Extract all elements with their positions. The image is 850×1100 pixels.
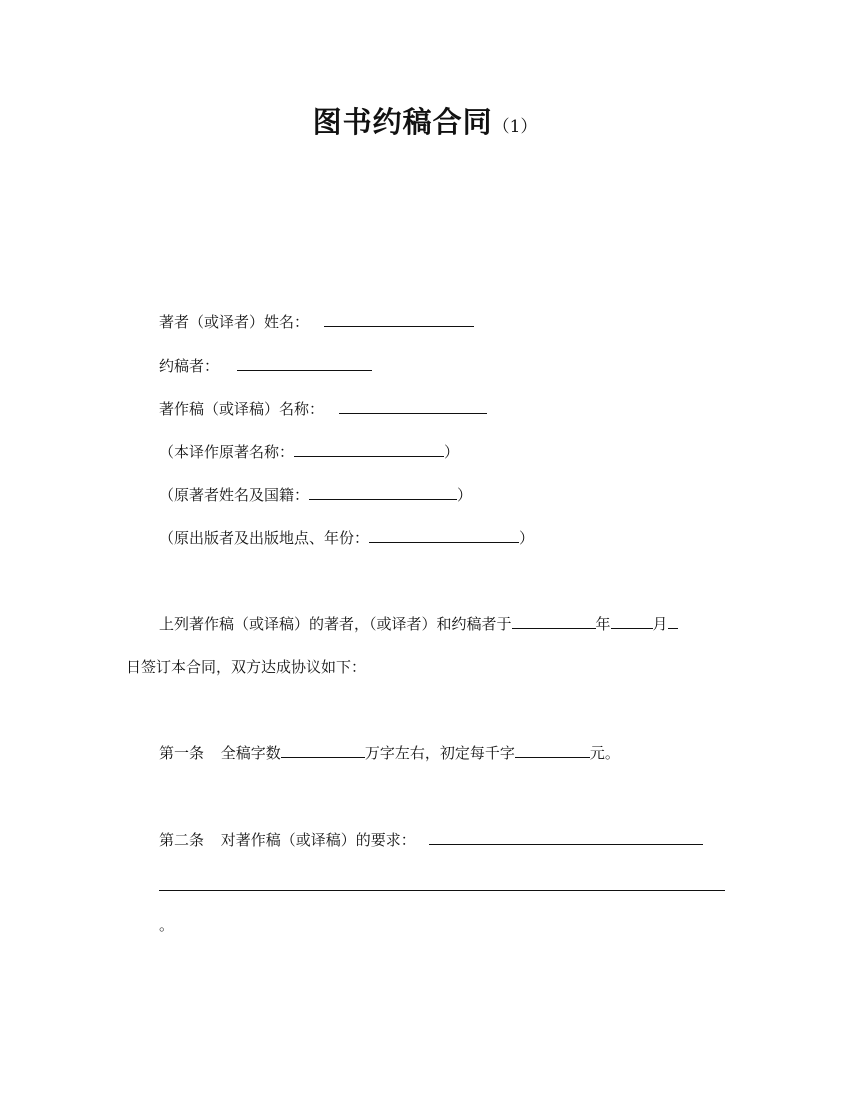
original-publisher-label: （原出版者及出版地点、年份：	[159, 529, 370, 547]
article-1-text-b: 万字左右，初定每千字	[364, 744, 515, 762]
original-author-line	[159, 484, 472, 505]
original-publisher-line	[159, 527, 534, 548]
month-blank[interactable]	[611, 613, 653, 629]
commissioner-line	[159, 355, 372, 376]
article-1-text-c: 元。	[589, 744, 620, 762]
year-label: 年	[595, 615, 611, 633]
work-title-line	[159, 398, 487, 419]
title-number: （1）	[492, 117, 538, 137]
article-2-label: 第二条	[159, 831, 205, 849]
word-count-blank[interactable]	[281, 742, 365, 758]
original-author-blank[interactable]	[309, 484, 457, 500]
day-blank[interactable]	[668, 613, 678, 629]
author-name-label: 著者（或译者）姓名：	[159, 313, 310, 331]
title-main: 图书约稿合同	[312, 105, 493, 139]
fee-blank[interactable]	[515, 742, 590, 758]
original-publisher-close: ）	[519, 529, 535, 547]
article-1-label: 第一条	[159, 744, 205, 762]
original-title-close: ）	[444, 443, 460, 461]
original-title-label: （本译作原著名称：	[159, 443, 295, 461]
article-2-text: 对著作稿（或译稿）的要求：	[220, 831, 416, 849]
original-author-close: ）	[457, 486, 473, 504]
agreement-line-2: 日签订本合同，双方达成协议如下：	[126, 658, 367, 676]
work-title-blank[interactable]	[339, 398, 487, 414]
requirements-blank[interactable]	[429, 829, 703, 845]
original-publisher-blank[interactable]	[369, 527, 519, 543]
article-2-end: 。	[159, 916, 175, 934]
original-author-label: （原著者姓名及国籍：	[159, 486, 310, 504]
agreement-line-1	[159, 613, 678, 634]
original-title-blank[interactable]	[294, 441, 444, 457]
article-2	[159, 829, 703, 850]
author-name-blank[interactable]	[324, 311, 474, 327]
author-name-line	[159, 311, 474, 332]
commissioner-label: 约稿者：	[159, 357, 220, 375]
document-title	[0, 100, 850, 141]
commissioner-blank[interactable]	[237, 355, 372, 371]
work-title-label: 著作稿（或译稿）名称：	[159, 400, 325, 418]
month-label: 月	[652, 615, 668, 633]
article-1	[159, 742, 620, 763]
agreement-text: 上列著作稿（或译稿）的著者，（或译者）和约稿者于	[159, 615, 512, 633]
original-title-line	[159, 441, 459, 462]
year-blank[interactable]	[512, 613, 596, 629]
requirements-blank-line-2[interactable]	[159, 890, 725, 891]
article-1-text-a: 全稿字数	[220, 744, 281, 762]
